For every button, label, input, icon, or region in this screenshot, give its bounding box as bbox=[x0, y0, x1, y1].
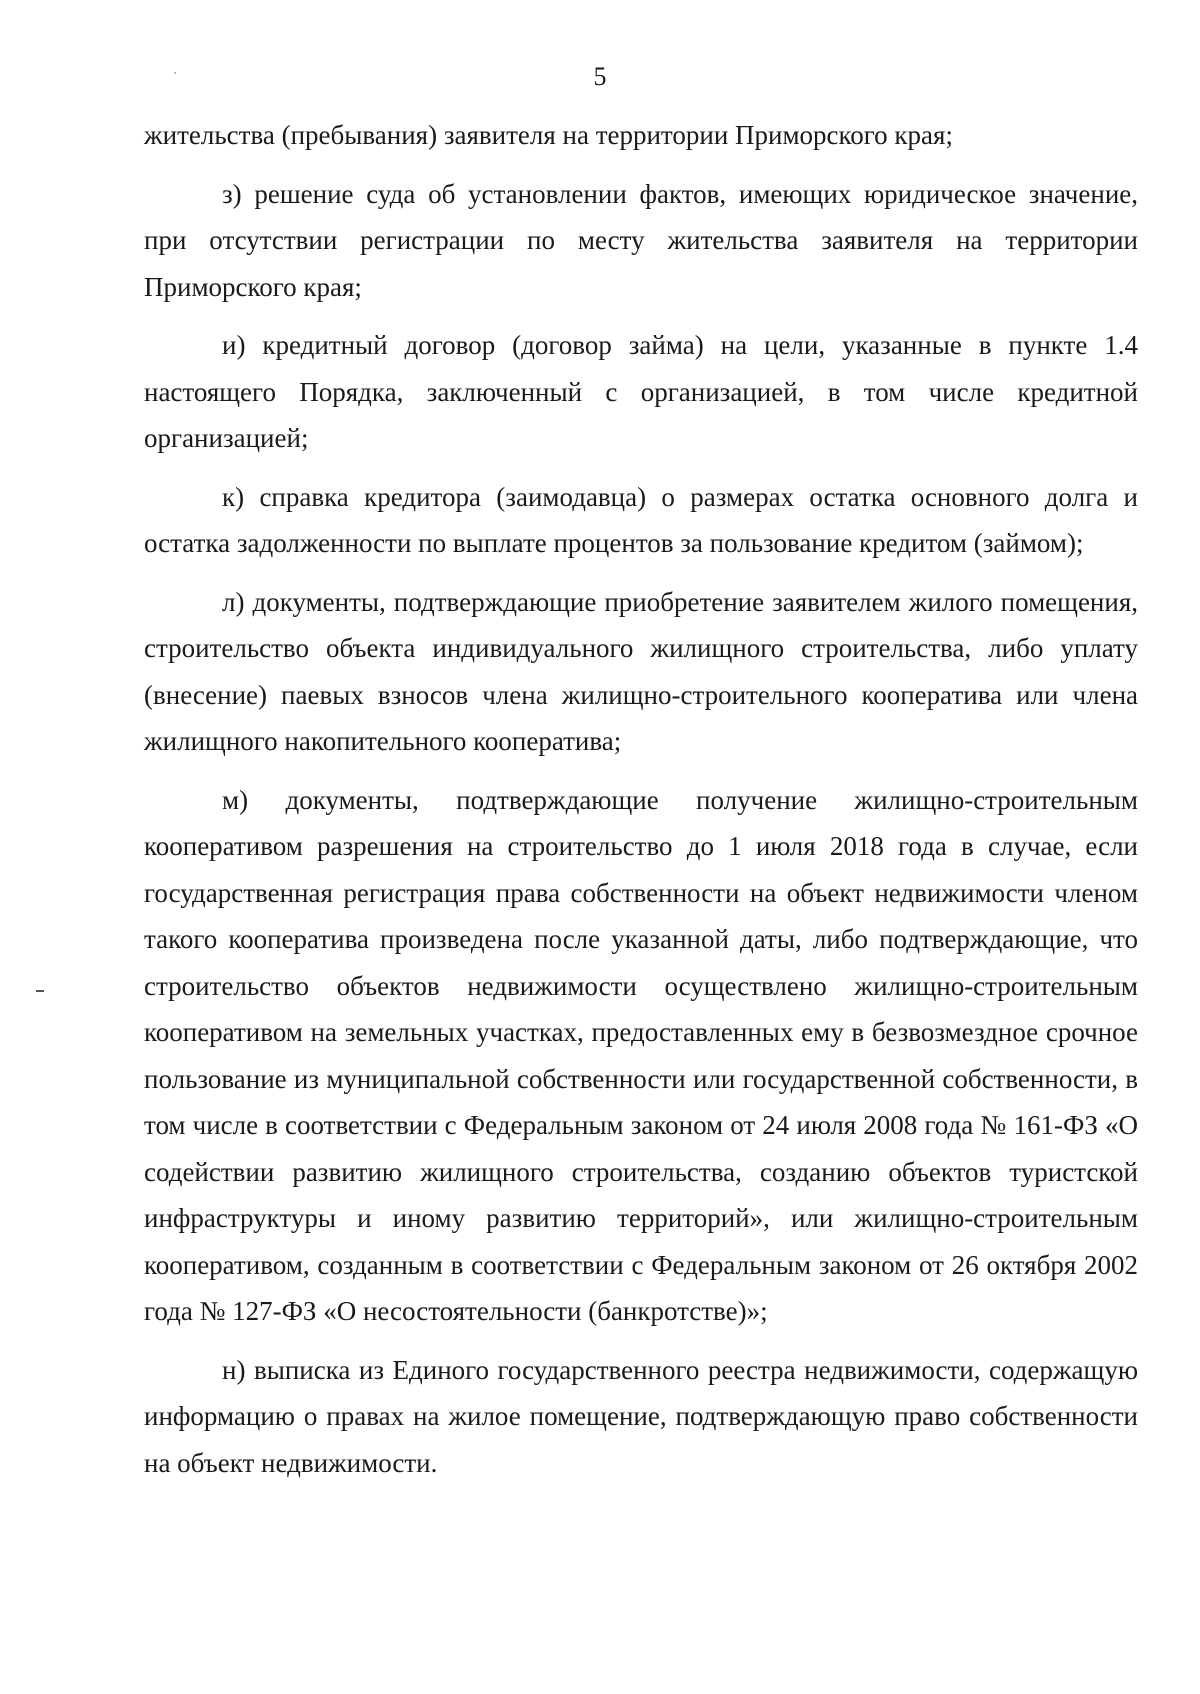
list-item-k bbox=[144, 474, 1138, 567]
list-item-letter: к) bbox=[222, 481, 245, 512]
list-item-text: решение суда об установлении фактов, имеющих юридическое значение, при отсутствии регистрации по месту жительства заявителя на территории Приморского края; bbox=[144, 178, 1139, 302]
list-item-letter: м) bbox=[222, 784, 249, 815]
scan-artifact-dot bbox=[174, 72, 176, 74]
scan-artifact-dash bbox=[36, 990, 44, 992]
list-item-text: справка кредитора (заимодавца) о размерах остатка основного долга и остатка задолженности по выплате процентов за пользование кредитом (займом); bbox=[144, 481, 1138, 558]
list-item-letter: и) bbox=[222, 330, 246, 360]
list-item-letter: з) bbox=[222, 178, 242, 209]
list-item-letter: л) bbox=[222, 586, 245, 617]
list-item-z bbox=[144, 171, 1138, 311]
list-item-text: документы, подтверждающие получение жилищно-строительным кооперативом разрешения на строительство до 1 июля 2018 года в случае, если государственная регистрация права собственности на объект недвижимости членом такого кооператива произведена после указанной даты, либо подтверждающие, что строительство объектов недвижимости осуществлено жилищно-строительным кооперативом на земельных участках, предоставленных ему в безвозмездное срочное пользование из муниципальной собственности или государственной собственности, в том числе в соответствии с Федеральным законом от 24 июля 2008 года № 161-ФЗ «О содействии развитию жилищного строительства, созданию объектов туристской инфраструктуры и иному развитию территорий», или жилищно-строительным кооперативом, созданным в соответствии с Федеральным законом от 26 октября 2002 года № 127-ФЗ «О несостоятельности (банкротстве)»; bbox=[144, 784, 1138, 1326]
paragraph-continuation bbox=[144, 112, 1138, 159]
document-body bbox=[144, 112, 1138, 1498]
paragraph-text: жительства (пребывания) заявителя на территории Приморского края; bbox=[144, 120, 953, 150]
list-item-n bbox=[144, 1347, 1138, 1487]
list-item-m bbox=[144, 777, 1138, 1335]
list-item-text: документы, подтверждающие приобретение заявителем жилого помещения, строительство объекта индивидуального жилищного строительства, либо уплату (внесение) паевых взносов члена жилищно-строительного кооператива или члена жилищного накопительного кооператива; bbox=[144, 586, 1138, 756]
list-item-text: кредитный договор (договор займа) на цели, указанные в пункте 1.4 настоящего Порядка, заключенный с организацией, в том числе кредитной организацией; bbox=[144, 330, 1138, 453]
list-item-i bbox=[144, 322, 1138, 462]
list-item-text: выписка из Единого государственного реестра недвижимости, содержащую информацию о правах на жилое помещение, подтверждающую право собственности на объект недвижимости. bbox=[144, 1354, 1138, 1478]
page-number: 5 bbox=[593, 62, 607, 91]
list-item-l bbox=[144, 579, 1138, 765]
list-item-letter: н) bbox=[222, 1354, 246, 1385]
